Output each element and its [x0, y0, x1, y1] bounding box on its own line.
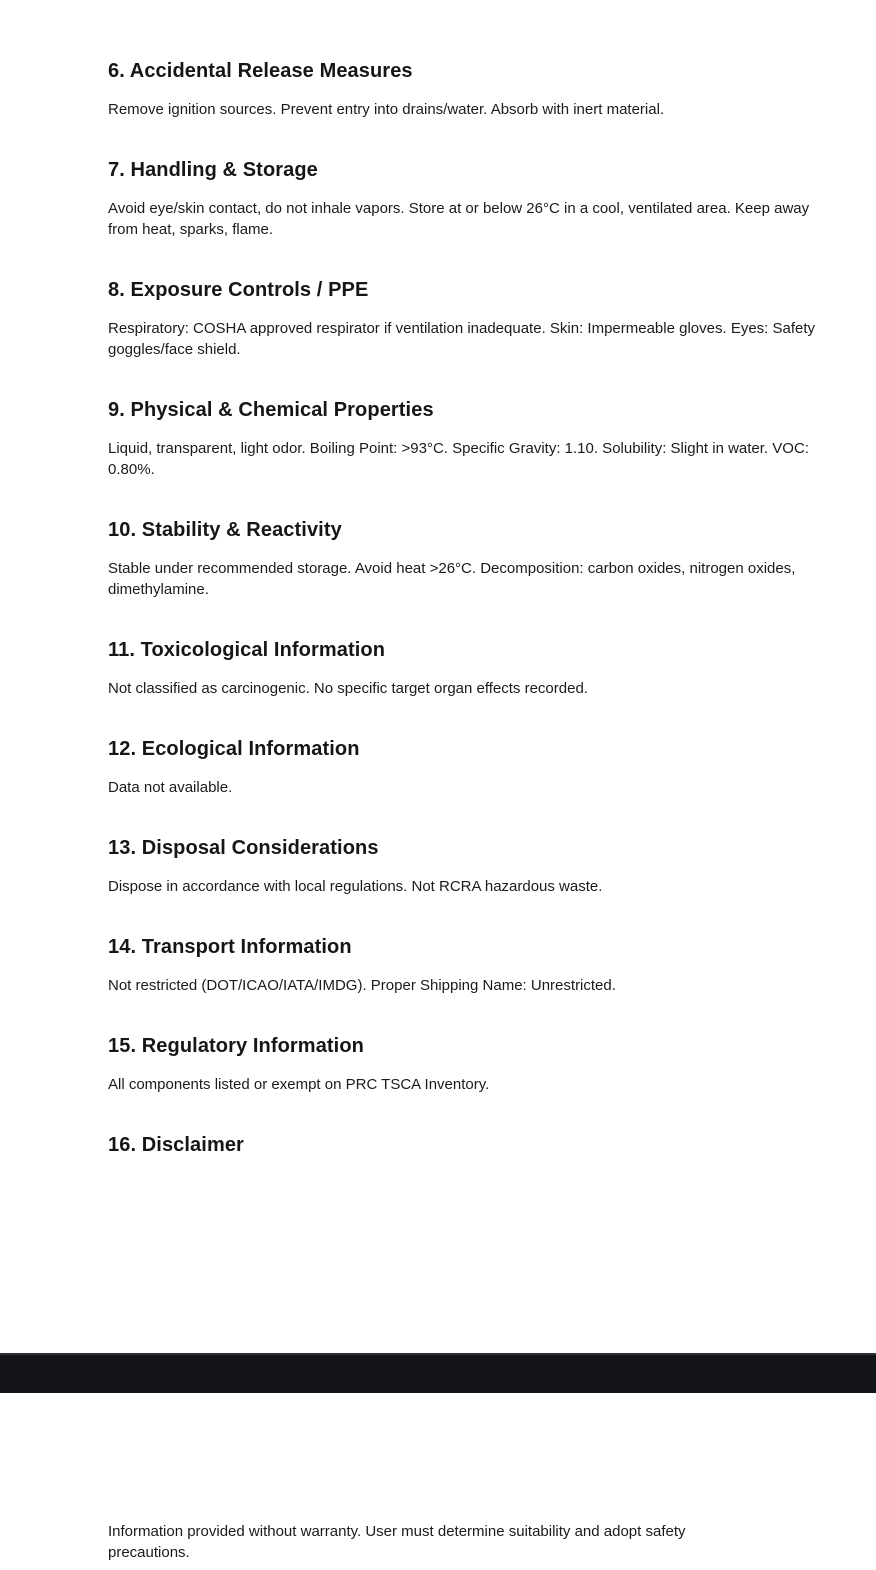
section-body-text: Stable under recommended storage. Avoid heat >26°C. Decomposition: carbon oxides, nitrogen oxides, dimethylamine. — [108, 560, 796, 598]
section-handling-storage — [108, 158, 835, 240]
page-divider-bar — [0, 1353, 876, 1393]
section-heading: 10. Stability & Reactivity — [108, 519, 342, 541]
section-body-text: Not restricted (DOT/ICAO/IATA/IMDG). Proper Shipping Name: Unrestricted. — [108, 977, 616, 994]
section-heading: 8. Exposure Controls / PPE — [108, 279, 369, 301]
section-body-text: Avoid eye/skin contact, do not inhale vapors. Store at or below 26°C in a cool, ventilated area. Keep away from heat, sparks, flame. — [108, 200, 810, 238]
section-transport — [108, 935, 835, 996]
section-toxicological — [108, 638, 835, 699]
section-physical-chemical — [108, 398, 835, 480]
section-body-text: Liquid, transparent, light odor. Boiling Point: >93°C. Specific Gravity: 1.10. Solubility: Slight in water. VOC: 0.80%. — [108, 440, 809, 478]
section-body-text: All components listed or exempt on PRC TSCA Inventory. — [108, 1076, 490, 1093]
section-disclaimer — [108, 1133, 835, 1157]
section-heading: 14. Transport Information — [108, 936, 352, 958]
section-heading: 12. Ecological Information — [108, 738, 360, 760]
section-disposal — [108, 836, 835, 897]
section-heading: 7. Handling & Storage — [108, 159, 318, 181]
section-body-text: Remove ignition sources. Prevent entry into drains/water. Absorb with inert material. — [108, 101, 665, 118]
section-body-text: Not classified as carcinogenic. No specific target organ effects recorded. — [108, 680, 588, 697]
section-ecological — [108, 737, 835, 798]
section-body-text: Dispose in accordance with local regulations. Not RCRA hazardous waste. — [108, 878, 603, 895]
section-stability-reactivity — [108, 518, 835, 600]
section-accidental-release — [108, 59, 835, 120]
section-heading: 15. Regulatory Information — [108, 1035, 364, 1057]
section-heading: 9. Physical & Chemical Properties — [108, 399, 434, 421]
section-heading: 13. Disposal Considerations — [108, 837, 379, 859]
section-heading: 16. Disclaimer — [108, 1134, 244, 1156]
section-exposure-controls — [108, 278, 835, 360]
section-body-text: Data not available. — [108, 779, 233, 796]
section-regulatory — [108, 1034, 835, 1095]
disclaimer-body-text: Information provided without warranty. User must determine suitability and adopt safety precautions. — [108, 1523, 686, 1561]
section-heading: 11. Toxicological Information — [108, 639, 386, 661]
section-body-text: Respiratory: COSHA approved respirator if ventilation inadequate. Skin: Impermeable gloves. Eyes: Safety goggles/face shield. — [108, 320, 816, 358]
section-heading: 6. Accidental Release Measures — [108, 60, 413, 82]
